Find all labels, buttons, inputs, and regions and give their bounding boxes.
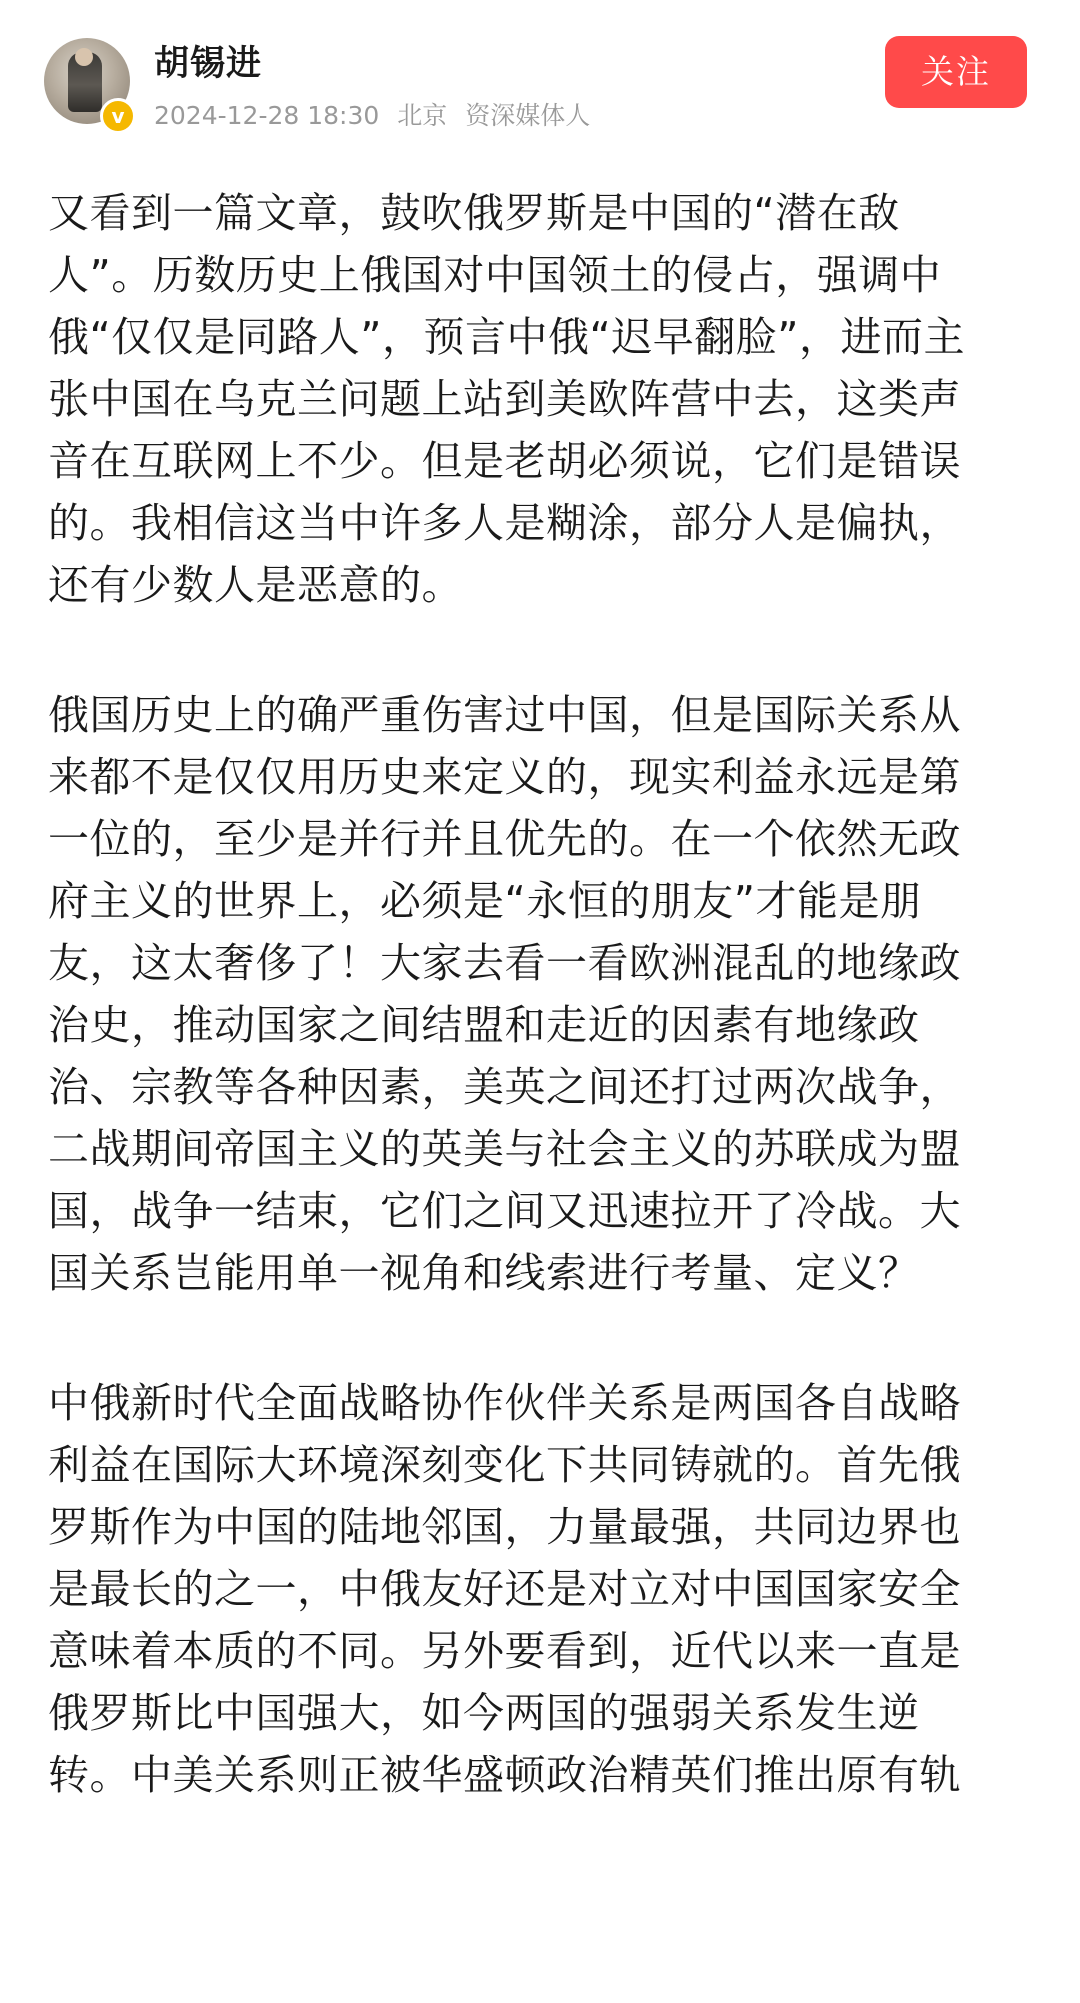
avatar-head xyxy=(75,48,93,66)
post-time: 2024-12-28 18:30 xyxy=(154,101,380,130)
post-paragraph-2: 俄国历史上的确严重伤害过中国，但是国际关系从 来都不是仅仅用历史来定义的，现实利益永远是第 一位的，至少是并行并且优先的。在一个依然无政 府主义的世界上，必须是“永恒的朋友”才能是朋 友，这太奢侈了！大家去看一看欧洲混乱的地缘政 治史，推动国家之间结盟和走近的因素有地缘政 治、宗教等各种因素，美英之间还打过两次战争， 二战期间帝国主义的英美与社会主义的苏联成为盟 国，战争一结束，它们之间又迅速拉开了冷战。大 国关系岂能用单一视角和线索进行考量、定义？ xyxy=(48,691,961,1297)
verified-badge-icon: v xyxy=(100,98,136,134)
post-body xyxy=(48,182,1032,1874)
follow-button[interactable]: 关注 xyxy=(885,36,1027,108)
post-location: 北京 xyxy=(397,101,448,130)
post-header xyxy=(0,0,1080,160)
author-tag: 资深媒体人 xyxy=(465,101,591,130)
post-paragraph-3: 中俄新时代全面战略协作伙伴关系是两国各自战略 利益在国际大环境深刻变化下共同铸就的。首先俄 罗斯作为中国的陆地邻国，力量最强，共同边界也 是最长的之一，中俄友好还是对立对中国国家安全 意味着本质的不同。另外要看到，近代以来一直是 俄罗斯比中国强大，如今两国的强弱关系发生逆 转。中美关系则正被华盛顿政治精英们推出原有轨 xyxy=(48,1379,961,1799)
post-paragraph-1: 又看到一篇文章，鼓吹俄罗斯是中国的“潜在敌 人”。历数历史上俄国对中国领土的侵占，强调中 俄“仅仅是同路人”，预言中俄“迟早翻脸”，进而主 张中国在乌克兰问题上站到美欧阵营中去，这类声 音在互联网上不少。但是老胡必须说，它们是错误 的。我相信这当中许多人是糊涂，部分人是偏执， 还有少数人是恶意的。 xyxy=(48,189,965,609)
post-meta xyxy=(154,96,600,132)
author-name[interactable]: 胡锡进 xyxy=(154,44,263,84)
